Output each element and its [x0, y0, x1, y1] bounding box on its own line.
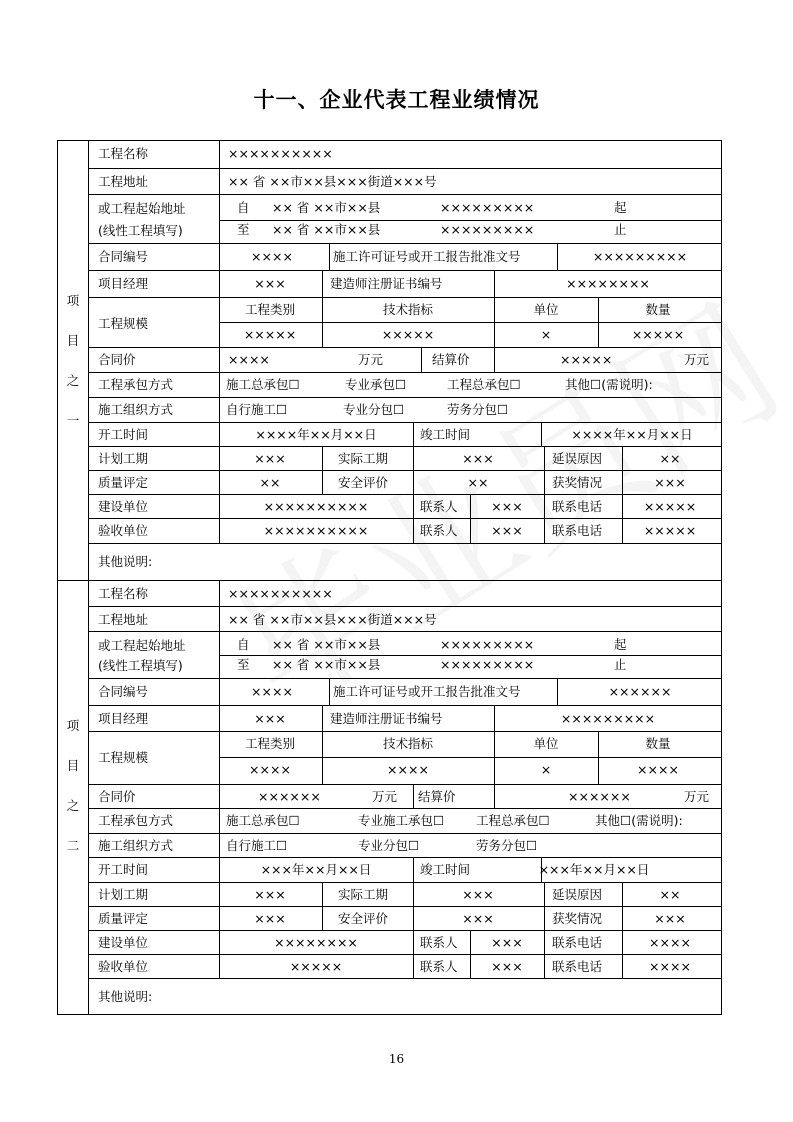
column-line: [494, 297, 495, 347]
contract-mode-option: 工程总承包☐: [476, 813, 550, 828]
column-line: [622, 930, 623, 954]
column-line: [413, 494, 414, 518]
column-line: [544, 954, 545, 978]
permit-value: ××××××: [608, 684, 672, 699]
plan-period-value: ×××: [254, 451, 286, 466]
column-line: [322, 270, 323, 297]
scale-unit-value: ×: [540, 327, 552, 342]
builder-value: ××××××××: [274, 935, 358, 950]
org-mode-option: 专业分包☐: [358, 838, 420, 853]
side-label-char: 一: [66, 413, 80, 428]
builder-phone-label: 联系电话: [552, 935, 603, 950]
column-line: [598, 731, 599, 784]
column-line: [544, 518, 545, 543]
builder-label: 建设单位: [98, 499, 149, 514]
project-address-value: ×× 省 ××市××县×××街道×××号: [228, 174, 437, 189]
scale-tech-value: ×××××: [381, 327, 435, 342]
acceptor-contact-label: 联系人: [420, 523, 458, 538]
scale-type-header: 工程类别: [244, 736, 296, 751]
column-line: [322, 297, 323, 347]
start-date-label: 开工时间: [98, 862, 149, 877]
side-label-char: 之: [66, 373, 80, 388]
column-line: [494, 705, 495, 731]
column-line: [622, 518, 623, 543]
row-line: [88, 543, 722, 544]
start-date-value: ×××年××月××日: [260, 862, 372, 877]
label-column-line: [219, 580, 220, 978]
column-line: [421, 347, 422, 372]
column-line: [413, 518, 414, 543]
column-line: [494, 270, 495, 297]
award-value: ×××: [654, 475, 686, 490]
column-line: [413, 954, 414, 978]
safety-value: ××: [467, 475, 489, 490]
side-column-line: [88, 140, 89, 580]
start-date-value: ××××年××月××日: [255, 427, 377, 442]
column-line: [470, 930, 471, 954]
column-line: [622, 954, 623, 978]
start-date-label: 开工时间: [98, 427, 149, 442]
to-prefix: 至: [237, 657, 250, 672]
column-line: [470, 518, 471, 543]
column-line: [544, 446, 545, 494]
scale-unit-header: 单位: [533, 736, 559, 751]
side-label-char: 之: [66, 798, 80, 813]
row-line: [219, 655, 722, 656]
builder-value: ××××××××××: [263, 499, 369, 514]
safety-label: 安全评价: [338, 475, 389, 490]
column-line: [413, 446, 414, 494]
price-label: 合同价: [98, 352, 136, 367]
row-line: [88, 372, 722, 373]
settle-label: 结算价: [418, 789, 456, 804]
acceptor-label: 验收单位: [98, 523, 149, 538]
row-line: [88, 422, 722, 423]
row-line: [88, 397, 722, 398]
delay-value: ××: [659, 887, 681, 902]
contract-mode-option: 工程总承包☐: [447, 377, 521, 392]
contract-mode-option: 专业承包☐: [345, 377, 407, 392]
scale-mid-line: [219, 757, 722, 758]
scale-type-header: 工程类别: [244, 302, 296, 317]
row-line: [88, 446, 722, 447]
architect-label: 建造师注册证书编号: [330, 276, 443, 291]
scale-unit-value: ×: [540, 762, 552, 777]
org-mode-option: 劳务分包☐: [476, 838, 538, 853]
other-notes-label: 其他说明:: [98, 554, 153, 569]
builder-contact-value: ×××: [491, 499, 523, 514]
start-end-note: (线性工程填写): [98, 223, 183, 238]
org-mode-label: 施工组织方式: [98, 838, 174, 853]
scale-qty-header: 数量: [645, 302, 671, 317]
column-line: [322, 705, 323, 731]
column-line: [413, 784, 414, 808]
org-mode-label: 施工组织方式: [98, 402, 174, 417]
contract-no-value: ××××: [251, 249, 293, 264]
row-line: [88, 518, 722, 519]
row-line: [88, 297, 722, 298]
row-line: [88, 784, 722, 785]
contract-mode-option: 其他☐(需说明):: [565, 377, 653, 392]
acceptor-contact-label: 联系人: [420, 959, 458, 974]
actual-period-value: ×××: [462, 887, 494, 902]
row-line: [88, 705, 722, 706]
safety-value: ×××: [462, 911, 494, 926]
column-line: [622, 494, 623, 518]
plan-period-label: 计划工期: [98, 887, 149, 902]
architect-value: ×××××××××: [560, 711, 656, 726]
side-column-line: [88, 580, 89, 1015]
row-line: [88, 930, 722, 931]
column-line: [494, 784, 495, 808]
org-mode-option: 专业分包☐: [343, 402, 405, 417]
column-line: [544, 930, 545, 954]
acceptor-phone-value: ×××××: [643, 523, 697, 538]
row-line: [88, 494, 722, 495]
to-code: ×××××××××: [440, 657, 535, 672]
acceptor-contact-value: ×××: [491, 523, 523, 538]
org-mode-option: 自行施工☐: [226, 402, 288, 417]
row-line: [88, 731, 722, 732]
contract-mode-option: 其他☐(需说明):: [595, 813, 683, 828]
column-line: [322, 446, 323, 494]
column-line: [329, 243, 330, 270]
builder-phone-value: ××××: [649, 935, 691, 950]
quality-label: 质量评定: [98, 475, 149, 490]
finish-date-value: ×××年××月××日: [538, 862, 650, 877]
contract-no-label: 合同编号: [98, 249, 149, 264]
settle-value: ×××××: [560, 352, 613, 367]
architect-value: ××××××××: [566, 276, 650, 291]
contract-no-value: ××××: [251, 684, 293, 699]
label-column-line: [219, 140, 220, 543]
from-value: ×× 省 ××市××县: [272, 637, 381, 652]
column-line: [622, 446, 623, 494]
finish-date-label: 竣工时间: [420, 862, 471, 877]
price-unit: 万元: [358, 352, 384, 367]
contract-mode-option: 施工总承包☐: [226, 813, 300, 828]
column-line: [470, 954, 471, 978]
row-line: [88, 906, 722, 907]
row-line: [88, 678, 722, 679]
to-suffix: 止: [614, 222, 627, 237]
scale-label: 工程规模: [98, 750, 149, 765]
contract-mode-label: 工程承包方式: [98, 377, 174, 392]
builder-phone-label: 联系电话: [552, 499, 603, 514]
settle-unit: 万元: [684, 352, 710, 367]
safety-label: 安全评价: [338, 911, 389, 926]
side-label-char: 目: [66, 758, 80, 773]
quality-label: 质量评定: [98, 911, 149, 926]
project-name-value: ××××××××××: [228, 586, 333, 601]
plan-period-value: ×××: [254, 887, 286, 902]
side-label-char: 目: [66, 333, 80, 348]
builder-phone-value: ×××××: [643, 499, 697, 514]
column-line: [494, 347, 495, 372]
row-line: [88, 631, 722, 632]
from-code: ×××××××××: [440, 200, 535, 215]
project-address-value: ×× 省 ××市××县×××街道×××号: [228, 612, 437, 627]
delay-label: 延误原因: [552, 887, 603, 902]
award-label: 获奖情况: [552, 911, 603, 926]
row-line: [88, 978, 722, 979]
to-value: ×× 省 ××市××县: [272, 222, 381, 237]
scale-tech-header: 技术指标: [382, 736, 434, 751]
start-end-note: (线性工程填写): [98, 658, 183, 673]
page-number: 16: [388, 1052, 405, 1066]
contract-mode-label: 工程承包方式: [98, 813, 174, 828]
other-notes-label: 其他说明:: [98, 989, 153, 1004]
contract-no-label: 合同编号: [98, 684, 149, 699]
actual-period-label: 实际工期: [338, 887, 389, 902]
price-unit: 万元: [372, 789, 398, 804]
acceptor-label: 验收单位: [98, 959, 149, 974]
from-suffix: 起: [614, 637, 627, 652]
column-line: [557, 678, 558, 705]
acceptor-contact-value: ×××: [491, 959, 523, 974]
from-code: ×××××××××: [440, 637, 535, 652]
builder-contact-value: ×××: [491, 935, 523, 950]
page-title: 十一、企业代表工程业绩情况: [253, 87, 540, 112]
pm-label: 项目经理: [98, 711, 149, 726]
scale-qty-value: ××××: [637, 762, 679, 777]
start-end-label: 或工程起始地址: [98, 638, 186, 653]
pm-label: 项目经理: [98, 276, 149, 291]
scale-qty-header: 数量: [645, 736, 671, 751]
quality-value: ×××: [254, 911, 286, 926]
delay-label: 延误原因: [552, 451, 603, 466]
award-label: 获奖情况: [552, 475, 603, 490]
plan-period-label: 计划工期: [98, 451, 149, 466]
column-line: [413, 422, 414, 446]
project-name-label: 工程名称: [98, 586, 149, 601]
side-label-char: 项: [66, 293, 80, 308]
permit-label: 施工许可证号或开工报告批准文号: [333, 684, 521, 699]
builder-label: 建设单位: [98, 935, 149, 950]
column-line: [494, 731, 495, 784]
acceptor-value: ××××××××××: [263, 523, 369, 538]
to-code: ×××××××××: [440, 222, 535, 237]
column-line: [598, 297, 599, 347]
actual-period-value: ×××: [462, 451, 494, 466]
project-name-label: 工程名称: [98, 146, 149, 161]
project-address-label: 工程地址: [98, 612, 149, 627]
column-line: [413, 930, 414, 954]
row-line: [88, 833, 722, 834]
row-line: [88, 347, 722, 348]
org-mode-option: 劳务分包☐: [447, 402, 509, 417]
builder-contact-label: 联系人: [420, 935, 458, 950]
contract-mode-option: 施工总承包☐: [226, 377, 300, 392]
pm-value: ×××: [254, 711, 286, 726]
scale-type-value: ×××××: [243, 327, 297, 342]
side-label-char: 项: [66, 718, 80, 733]
row-line: [88, 243, 722, 244]
column-line: [544, 494, 545, 518]
price-label: 合同价: [98, 789, 136, 804]
scale-qty-value: ×××××: [631, 327, 685, 342]
scale-type-value: ××××: [249, 762, 291, 777]
column-line: [557, 243, 558, 270]
column-line: [413, 882, 414, 930]
scale-label: 工程规模: [98, 316, 149, 331]
architect-label: 建造师注册证书编号: [330, 711, 443, 726]
builder-contact-label: 联系人: [420, 499, 458, 514]
column-line: [413, 857, 414, 882]
price-value: ××××: [228, 352, 270, 367]
settle-unit: 万元: [684, 789, 710, 804]
column-line: [322, 731, 323, 784]
column-line: [322, 882, 323, 930]
contract-mode-option: 专业施工承包☐: [358, 813, 445, 828]
to-suffix: 止: [614, 657, 627, 672]
delay-value: ××: [659, 451, 681, 466]
org-mode-option: 自行施工☐: [226, 838, 288, 853]
pm-value: ×××: [254, 276, 286, 291]
column-line: [544, 882, 545, 930]
column-line: [470, 494, 471, 518]
row-line: [88, 954, 722, 955]
to-value: ×× 省 ××市××县: [272, 657, 381, 672]
price-value: ××××××: [258, 789, 321, 804]
quality-value: ××: [259, 475, 281, 490]
to-prefix: 至: [237, 222, 250, 237]
row-line: [88, 857, 722, 858]
finish-date-label: 竣工时间: [420, 427, 471, 442]
permit-label: 施工许可证号或开工报告批准文号: [333, 249, 521, 264]
settle-label: 结算价: [432, 352, 470, 367]
row-line: [219, 220, 722, 221]
scale-mid-line: [219, 322, 722, 323]
from-value: ×× 省 ××市××县: [272, 200, 381, 215]
row-line: [88, 606, 722, 607]
scale-tech-value: ××××: [387, 762, 429, 777]
permit-value: ×××××××××: [592, 249, 688, 264]
acceptor-phone-label: 联系电话: [552, 523, 603, 538]
row-line: [88, 194, 722, 195]
project-name-value: ××××××××××: [228, 146, 333, 161]
award-value: ×××: [654, 911, 686, 926]
column-line: [329, 678, 330, 705]
project-address-label: 工程地址: [98, 174, 149, 189]
acceptor-phone-label: 联系电话: [552, 959, 603, 974]
row-line: [88, 168, 722, 169]
row-line: [88, 882, 722, 883]
column-line: [541, 422, 542, 446]
row-line: [88, 470, 722, 471]
from-prefix: 自: [237, 200, 250, 215]
from-suffix: 起: [614, 200, 627, 215]
actual-period-label: 实际工期: [338, 451, 389, 466]
acceptor-value: ×××××: [289, 959, 343, 974]
scale-tech-header: 技术指标: [382, 302, 434, 317]
column-line: [622, 882, 623, 930]
row-line: [88, 270, 722, 271]
finish-date-value: ××××年××月××日: [571, 427, 693, 442]
from-prefix: 自: [237, 637, 250, 652]
block-separator: [57, 580, 722, 581]
row-line: [88, 808, 722, 809]
acceptor-phone-value: ××××: [649, 959, 691, 974]
scale-unit-header: 单位: [533, 302, 559, 317]
start-end-label: 或工程起始地址: [98, 201, 186, 216]
settle-value: ××××××: [568, 789, 631, 804]
side-label-char: 二: [66, 838, 80, 853]
